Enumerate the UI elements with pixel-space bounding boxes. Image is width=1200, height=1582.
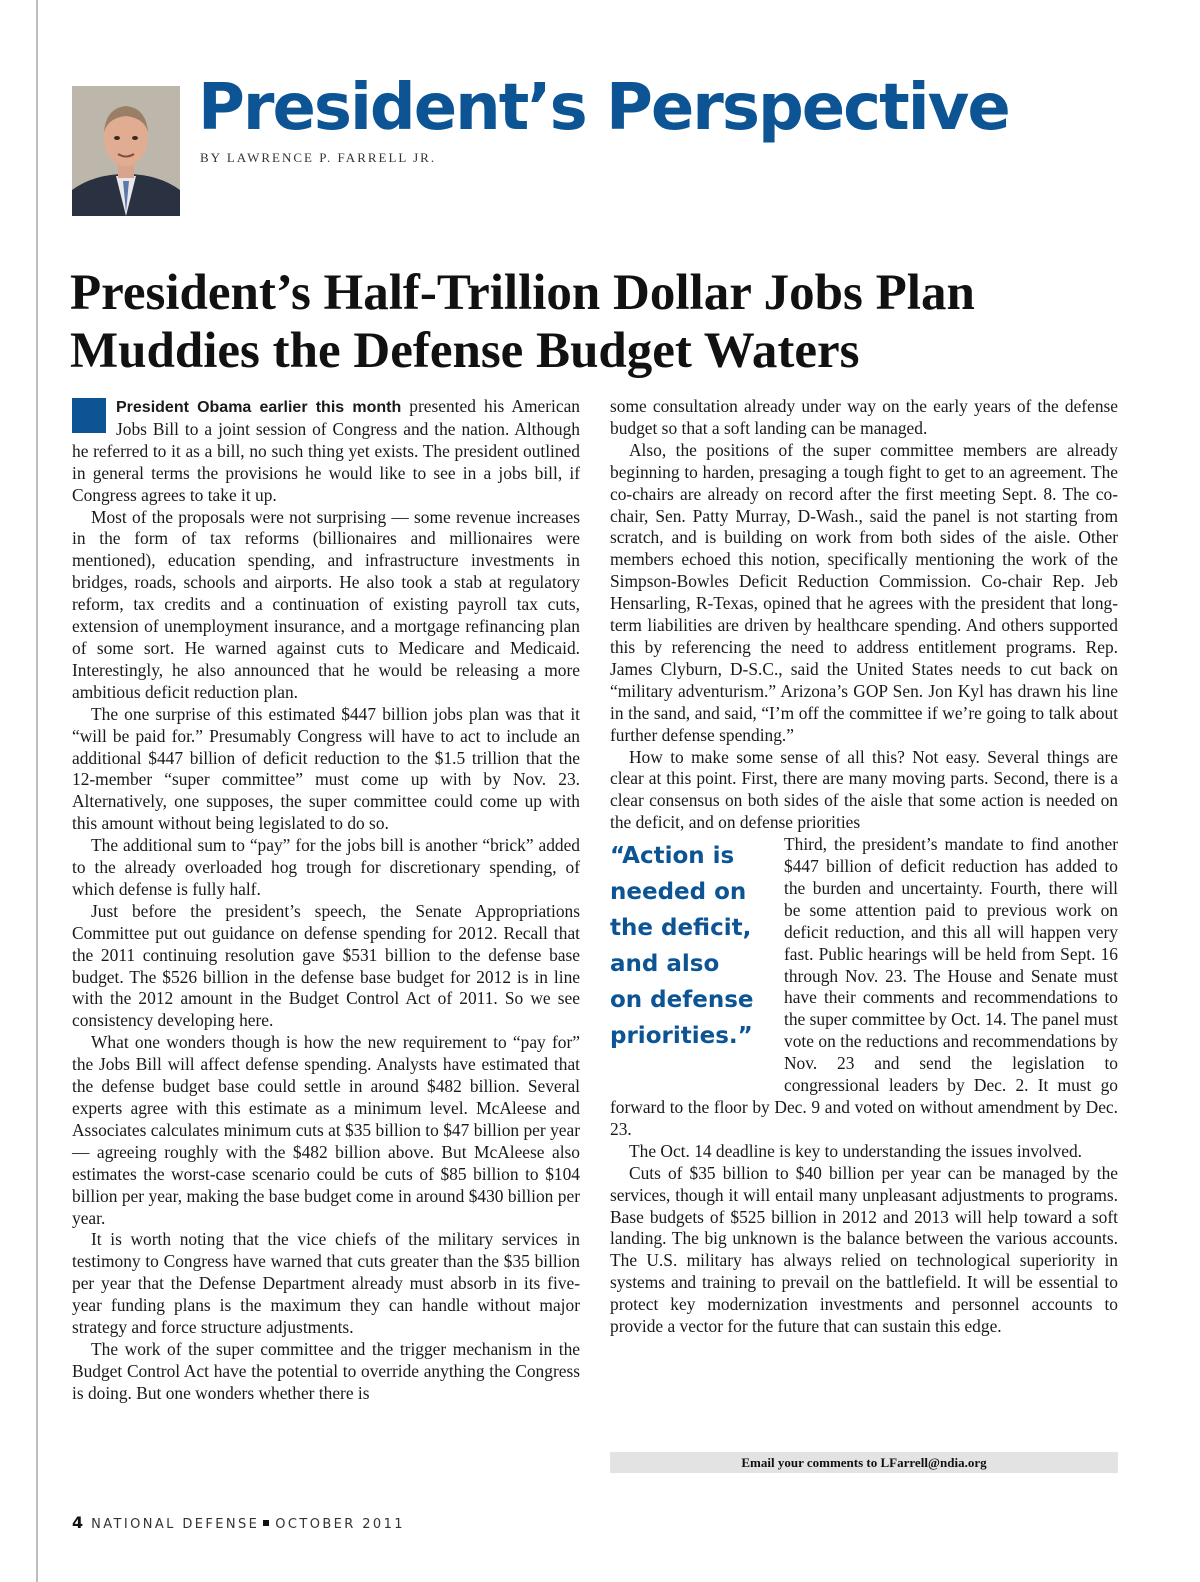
article-headline <box>70 264 1140 380</box>
article-paragraph: It is worth noting that the vice chiefs of the military services in testimony to Congress have warned that cuts greater than the $35 billion per year that the Defense Department already must absorb in its five-year funding plans is the maximum they can handle without major strategy and force structure adjustments. <box>72 1229 580 1338</box>
pull-quote <box>610 838 782 1078</box>
issue-date: OCTOBER 2011 <box>275 1517 405 1532</box>
email-address-link[interactable]: LFarrell@ndia.org <box>880 1455 987 1470</box>
article-paragraph: How to make some sense of all this? Not easy. Several things are clear at this point. First, there are many moving parts. Second, there is a clear consensus on both sides of the aisle that some action is needed on the deficit, and on defense priorities <box>610 746 1118 833</box>
email-prefix: Email your comments to <box>741 1455 881 1470</box>
email-comments-bar <box>610 1452 1118 1473</box>
pull-quote-line: the deficit, <box>610 915 752 942</box>
headline-line-1: President’s Half-Trillion Dollar Jobs Plan <box>70 265 975 321</box>
article-paragraph: The additional sum to “pay” for the jobs bill is another “brick” added to the already overloaded hog trough for discretionary spending, of which defense is fully half. <box>72 835 580 899</box>
article-column-left <box>72 396 580 1405</box>
article-paragraph: Just before the president’s speech, the Senate Appropriations Committee put out guidance on defense spending for 2012. Recall that the 2011 continuing resolution gave $531 billion to the defense base budget. The $526 billion in the defense base budget for 2012 is in line with the 2012 amount in the Budget Control Act of 2011. So we see consistency developing here. <box>72 900 580 1031</box>
publication-name: NATIONAL DEFENSE <box>91 1517 260 1532</box>
pull-quote-line: and also <box>610 951 720 978</box>
author-photo <box>72 86 180 216</box>
article-paragraph: Cuts of $35 billion to $40 billion per year can be managed by the services, though it will entail many unpleasant adjustments to programs. Base budgets of $525 billion in 2012 and 2013 will help toward a soft landing. The big unknown is the balance between the various accounts. The U.S. military has always relied on technological superiority in systems and training to prevail on the battlefield. It will be essential to protect key modernization investments and personnel accounts to provide a vector for the future that can sustain this edge. <box>610 1162 1118 1337</box>
lead-in: President Obama earlier this month <box>116 399 402 416</box>
column-title: President’s Perspective <box>198 71 1009 145</box>
article-paragraph: President Obama earlier this month presented his American Jobs Bill to a joint session of Congress and the nation. Although he referred to it as a bill, no such thing yet exists. The president outlined in general terms the provisions he would like to see in a jobs bill, if Congress agrees to take it up. <box>72 396 580 505</box>
pull-quote-line: priorities.” <box>610 1023 753 1050</box>
article-paragraph: The work of the super committee and the trigger mechanism in the Budget Control Act have the potential to override anything the Congress is doing. But one wonders whether there is <box>72 1338 580 1403</box>
pull-quote-line: “Action is <box>610 843 735 870</box>
article-paragraph: The Oct. 14 deadline is key to understanding the issues involved. <box>629 1140 1083 1161</box>
article-column-right <box>610 396 1118 1338</box>
page-footer <box>72 1513 405 1532</box>
pull-quote-line: needed on <box>610 879 747 906</box>
page-margin-rule <box>36 0 38 1582</box>
article-paragraph: The one surprise of this estimated $447 billion jobs plan was that it “will be paid for.” Presumably Congress will have to act to include an additional $447 billion of deficit reduction to the $1.5 trillion that the 12-member “super committee” must come up with by Nov. 23. Alternatively, one supposes, the super committee could come up with this amount without being legislated to do so. <box>72 703 580 834</box>
byline: BY LAWRENCE P. FARRELL JR. <box>200 150 437 165</box>
separator-bullet-icon <box>263 1520 269 1526</box>
article-paragraph: What one wonders though is how the new requirement to “pay for” the Jobs Bill will affect defense spending. Analysts have estimated that the defense budget base could settle in around $482 billion. Several experts agree with this estimate as a minimum level. McAleese and Associates calculates minimum cuts at $35 billion to $47 billion per year — agreeing roughly with the $482 billion above. But McAleese also estimates the worst-case scenario could be cuts of $85 billion to $104 billion per year, making the base budget come in around $430 billion per year. <box>72 1032 580 1228</box>
headline-line-2: Muddies the Defense Budget Waters <box>70 323 860 379</box>
article-paragraph: Most of the proposals were not surprising — some revenue increases in the form of tax reforms (billionaires and millionaires were mentioned), education spending, and infrastructure investments in bridges, roads, schools and airports. He also took a stab at regulatory reform, tax credits and a continuation of existing payroll tax cuts, extension of unemployment insurance, and a mortgage refinancing plan of some sort. He warned against cuts to Medicare and Medicaid. Interestingly, he also announced that he would be releasing a more ambitious deficit reduction plan. <box>72 506 580 702</box>
article-paragraph: Also, the positions of the super committee members are already beginning to harden, presaging a tough fight to get to an agreement. The co-chairs are already on record after the first meeting Sept. 8. The co-chair, Sen. Patty Murray, D-Wash., said the panel is not starting from scratch, and is building on work from both sides of the aisle. Other members echoed this notion, specifically mentioning the work of the Simpson-Bowles Deficit Reduction Commission. Co-chair Rep. Jeb Hensarling, R-Texas, opined that he agrees with the president that long-term liabilities are driven by healthcare spending. And others supported this by referencing the need to address entitlement programs. Rep. James Clyburn, D-S.C., said the United States needs to cut back on “military adventurism.” Arizona’s GOP Sen. Jon Kyl has drawn his line in the sand, and said, “I’m off the committee if we’re going to talk about further defense spending.” <box>610 439 1118 745</box>
article-paragraph: Third, the president’s mandate to find another $447 billion of deficit reduction has added to the burden and uncertainty. Fourth, there will be some attention paid to previous work on deficit reduction, and this all will happen very fast. Public hearings will be held from Sept. 16 through Nov. 23. The House and Senate must have their comments and recommendations to the super committee by Oct. 14. The panel must vote on the reductions and recommendations by Nov. 23 and send the legislation to congressional leaders by Dec. 2. It must go forward to the floor by Dec. 9 and voted on without amendment by Dec. 23. <box>610 834 1118 1139</box>
page-number: 4 <box>72 1513 84 1532</box>
pull-quote-line: on defense <box>610 987 754 1014</box>
article-paragraph: some consultation already under way on the early years of the defense budget so that a soft landing can be managed. <box>610 396 1118 438</box>
drop-square-icon <box>72 398 106 433</box>
